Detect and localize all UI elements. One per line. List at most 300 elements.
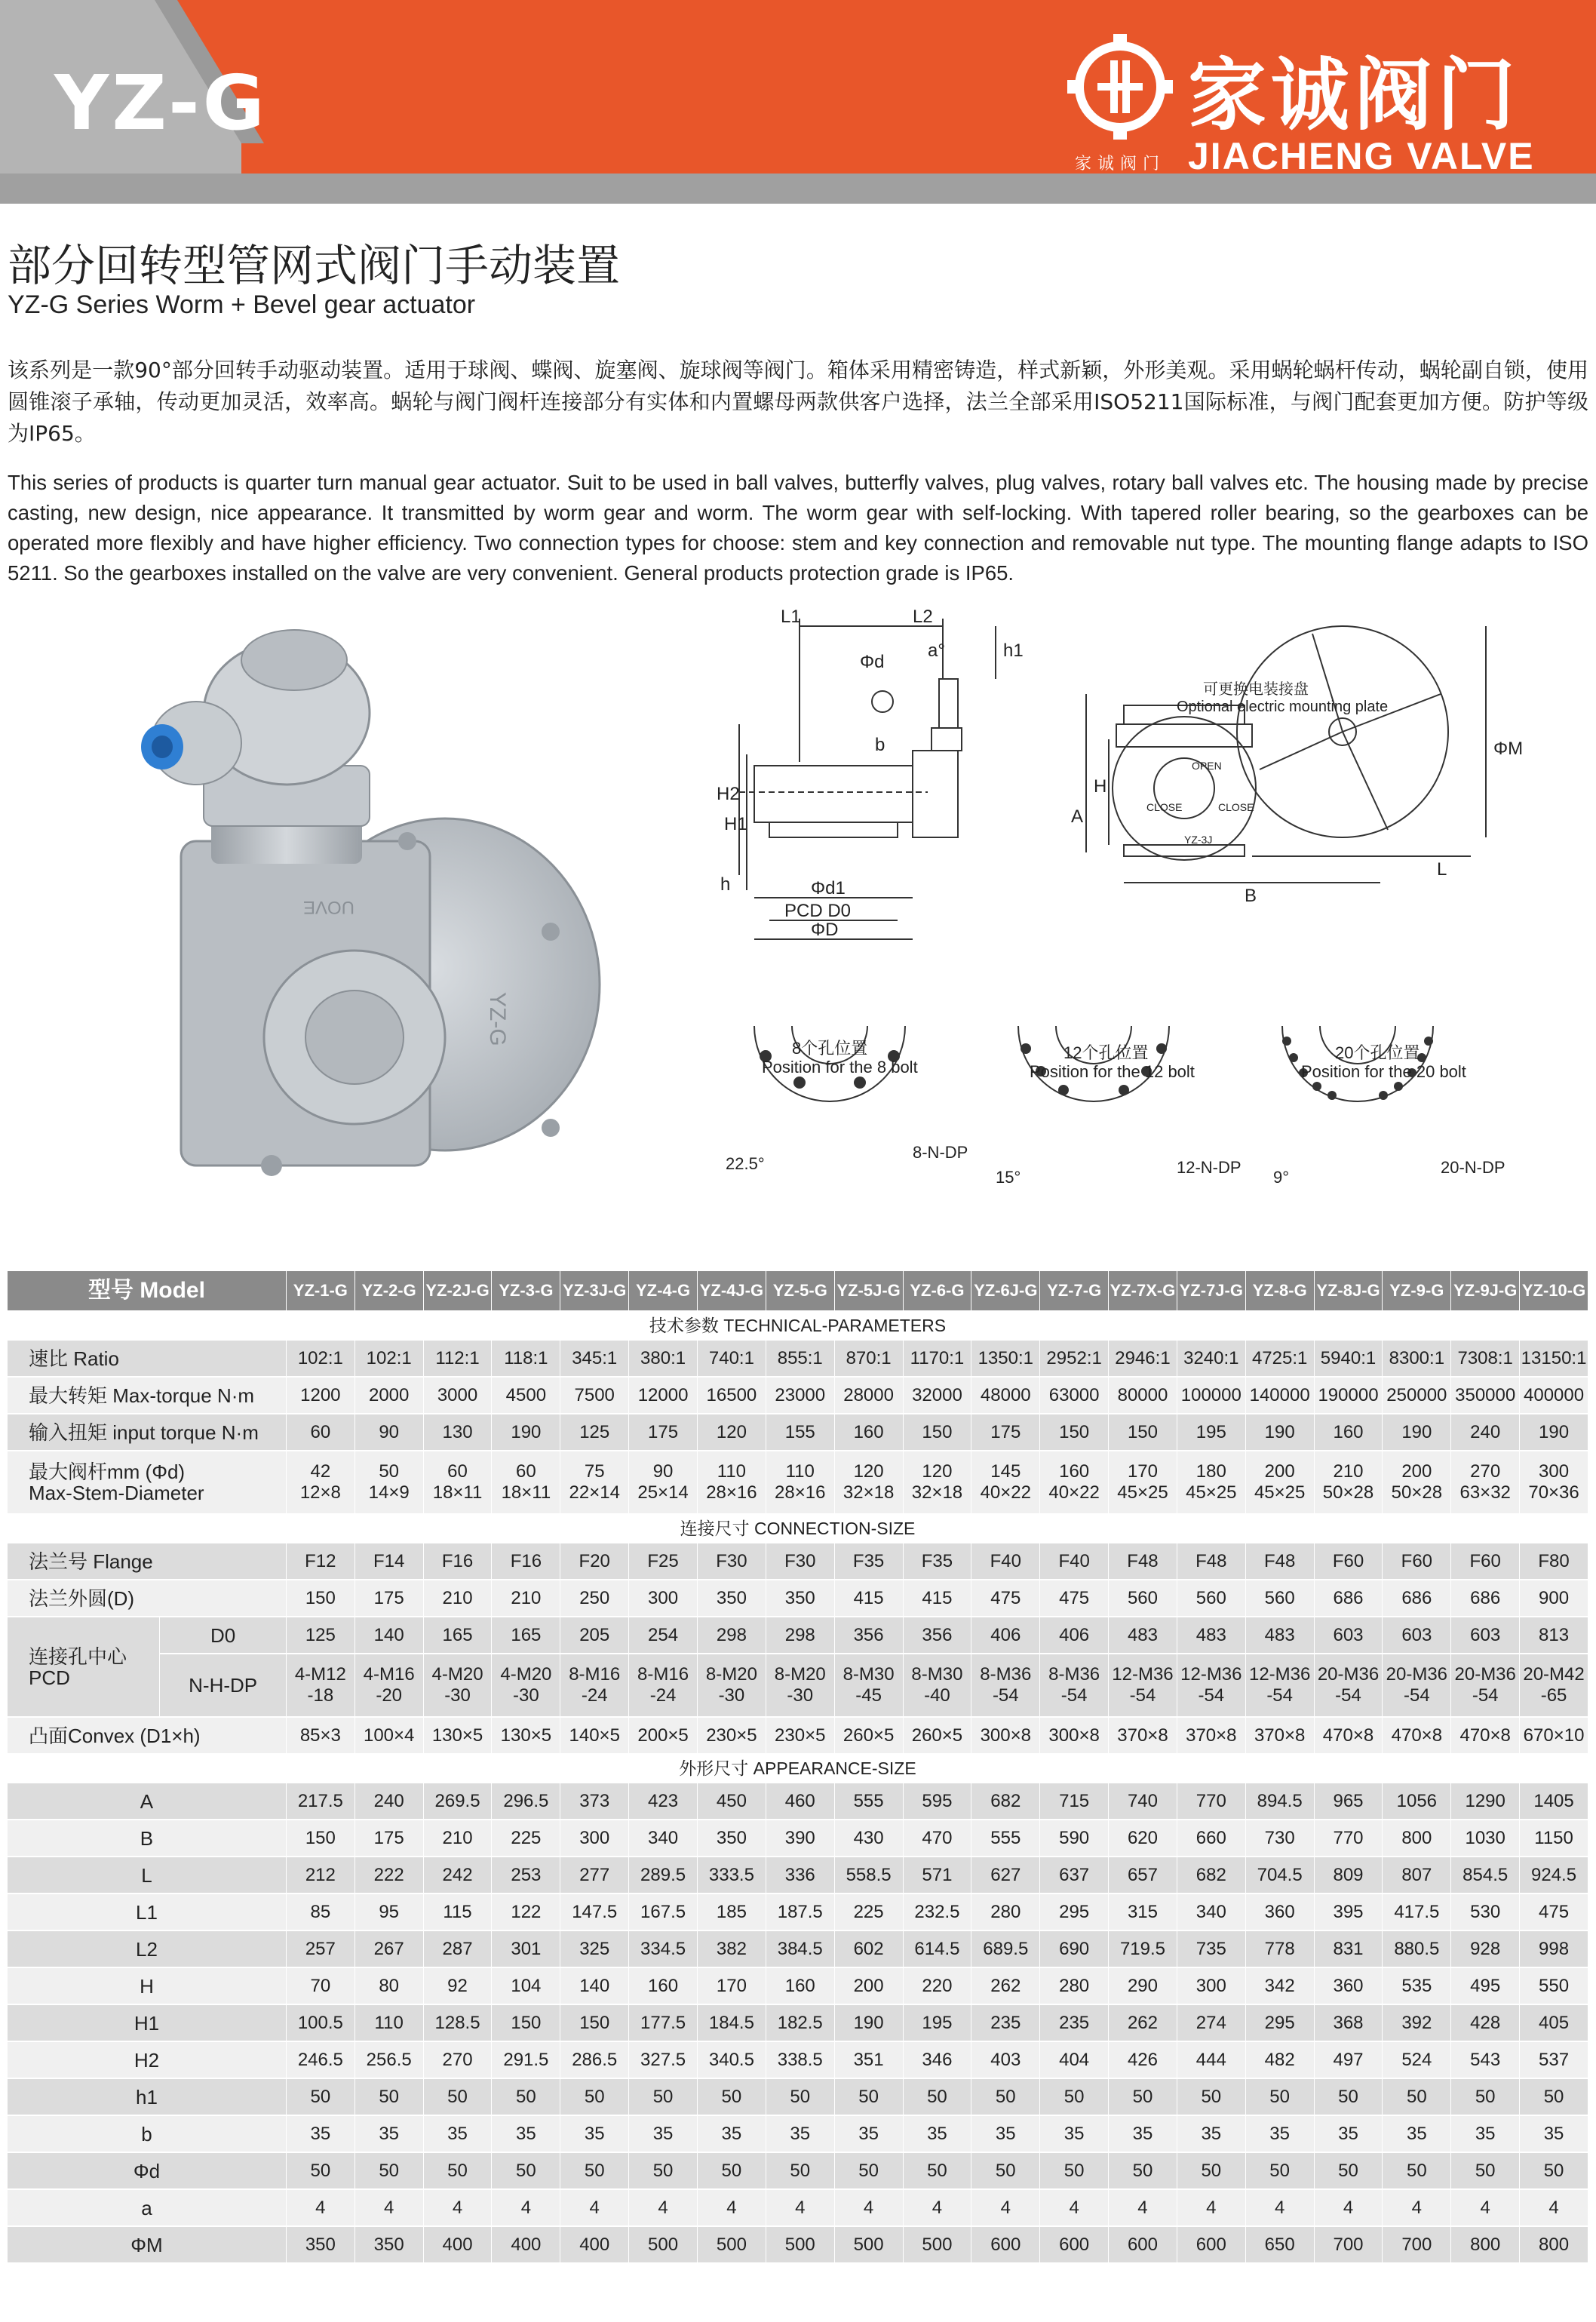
table-cell: 295 (1245, 2004, 1314, 2041)
table-cell: 809 (1314, 1857, 1383, 1894)
bolt-depth: -65 (1540, 1685, 1567, 1706)
bolt12-spec: 12-N-DP (1177, 1158, 1242, 1177)
dim-H2: H2 (717, 784, 740, 804)
table-cell: 800 (1383, 1820, 1451, 1857)
table-cell: 340.5 (697, 2041, 766, 2078)
stem-key: 14×9 (368, 1482, 410, 1503)
stem-diameter: 160 (1059, 1461, 1090, 1482)
table-cell: 524 (1383, 2041, 1451, 2078)
bolt-spec: 20-M36 (1386, 1664, 1448, 1685)
stem-diameter: 170 (1127, 1461, 1158, 1482)
bolt20-title-cn: 20个孔位置 (1335, 1043, 1420, 1062)
table-cell: 4 (1245, 2189, 1314, 2226)
table-cell (766, 1654, 834, 1717)
table-cell: 262 (971, 1967, 1040, 2004)
bolt-spec: 20-M36 (1454, 1664, 1516, 1685)
bolt-depth: -30 (444, 1685, 471, 1706)
table-cell: 333.5 (697, 1857, 766, 1894)
table-cell: 854.5 (1451, 1857, 1520, 1894)
table-cell: 63000 (1040, 1377, 1109, 1414)
table-cell: 356 (834, 1617, 903, 1654)
table-cell: 296.5 (492, 1783, 560, 1820)
table-cell: 426 (1109, 2041, 1177, 2078)
table-cell: 300×8 (1040, 1717, 1109, 1754)
table-cell: 50 (903, 2078, 971, 2115)
table-cell: 740 (1109, 1783, 1177, 1820)
table-cell: 351 (834, 2041, 903, 2078)
table-cell (1451, 1654, 1520, 1717)
table-cell (492, 1654, 560, 1717)
table-cell: 428 (1451, 2004, 1520, 2041)
table-cell: 800 (1520, 2226, 1588, 2263)
model-column-header: YZ-8J-G (1314, 1271, 1383, 1311)
table-cell: 50 (492, 2078, 560, 2115)
table-cell: 50 (354, 2152, 423, 2189)
stem-key: 63×32 (1459, 1482, 1511, 1503)
table-cell: 190 (1520, 1414, 1588, 1451)
table-cell: 300 (560, 1820, 629, 1857)
stem-key: 50×28 (1322, 1482, 1374, 1503)
table-cell: 298 (697, 1617, 766, 1654)
bolt-depth: -45 (855, 1685, 882, 1706)
model-column-header: YZ-9-G (1383, 1271, 1451, 1311)
table-cell: 555 (834, 1783, 903, 1820)
bolt-spec: 8-M36 (1048, 1664, 1100, 1685)
table-cell: 50 (492, 2152, 560, 2189)
table-cell: 165 (492, 1617, 560, 1654)
table-cell: 35 (834, 2115, 903, 2152)
table-cell (697, 1654, 766, 1717)
table-cell: F60 (1383, 1543, 1451, 1580)
table-cell: F35 (903, 1543, 971, 1580)
dim-L2: L2 (913, 607, 933, 627)
table-cell: 50 (834, 2152, 903, 2189)
stem-label-cn: 最大阀杆mm (Φd) (29, 1460, 186, 1483)
table-row (8, 2004, 1588, 2041)
dim-phi-d: Φd (860, 652, 885, 672)
table-cell: 475 (1520, 1894, 1588, 1930)
table-cell: 100.5 (286, 2004, 354, 2041)
table-cell: 210 (423, 1820, 492, 1857)
table-cell: 257 (286, 1930, 354, 1967)
table-cell: 254 (629, 1617, 698, 1654)
table-cell: 175 (629, 1414, 698, 1451)
bolt-spec: 4-M20 (431, 1664, 483, 1685)
table-cell: 175 (971, 1414, 1040, 1451)
table-cell: F60 (1451, 1543, 1520, 1580)
table-cell (1520, 1654, 1588, 1717)
table-cell: 35 (1520, 2115, 1588, 2152)
table-row (8, 1820, 1588, 1857)
table-cell: 460 (766, 1783, 834, 1820)
table-cell: 35 (1040, 2115, 1109, 2152)
table-cell: 1150 (1520, 1820, 1588, 1857)
table-cell: 118:1 (492, 1340, 560, 1377)
table-cell: F48 (1177, 1543, 1245, 1580)
table-cell: 880.5 (1383, 1930, 1451, 1967)
table-cell (1040, 1654, 1109, 1717)
table-cell: 28000 (834, 1377, 903, 1414)
table-cell: 1290 (1451, 1783, 1520, 1820)
table-cell: 35 (1177, 2115, 1245, 2152)
row-label: H (8, 1967, 286, 2004)
table-cell: 4 (560, 2189, 629, 2226)
table-cell: 603 (1314, 1617, 1383, 1654)
bolt12-title-en: Position for the 12 bolt (1030, 1062, 1195, 1081)
table-cell: 50 (1109, 2152, 1177, 2189)
table-cell: 560 (1109, 1580, 1177, 1617)
stem-diameter: 200 (1264, 1461, 1295, 1482)
table-cell: 80000 (1109, 1377, 1177, 1414)
bolt20-angle: 9° (1273, 1168, 1290, 1184)
table-cell: 4725:1 (1245, 1340, 1314, 1377)
table-cell: 4 (1383, 2189, 1451, 2226)
brand-name-en: JIACHENG VALVE (1188, 135, 1535, 177)
table-cell: 232.5 (903, 1894, 971, 1930)
table-cell: 300 (629, 1580, 698, 1617)
pcd-label-en: PCD (29, 1666, 70, 1689)
table-cell: F16 (492, 1543, 560, 1580)
table-cell: 334.5 (629, 1930, 698, 1967)
table-cell: 924.5 (1520, 1857, 1588, 1894)
bolt-spec: 8-M30 (911, 1664, 963, 1685)
model-column-header: YZ-5J-G (834, 1271, 903, 1311)
table-cell: 350 (766, 1580, 834, 1617)
table-cell: F25 (629, 1543, 698, 1580)
table-cell: 235 (971, 2004, 1040, 2041)
table-cell: 855:1 (766, 1340, 834, 1377)
table-cell: 165 (423, 1617, 492, 1654)
table-cell: 614.5 (903, 1930, 971, 1967)
table-cell: 50 (1109, 2078, 1177, 2115)
row-label: Φd (8, 2152, 286, 2189)
stem-key: 50×28 (1391, 1482, 1443, 1503)
table-cell: 50 (286, 2152, 354, 2189)
model-column-header: YZ-4-G (629, 1271, 698, 1311)
table-cell: 95 (354, 1894, 423, 1930)
table-cell: 260×5 (903, 1717, 971, 1754)
table-cell: 301 (492, 1930, 560, 1967)
table-cell: 595 (903, 1783, 971, 1820)
table-cell: 50 (354, 2078, 423, 2115)
table-cell: 537 (1520, 2041, 1588, 2078)
dim-pcd-d0: PCD D0 (784, 901, 852, 921)
product-top-mark: UOVE (302, 897, 354, 917)
table-cell: 104 (492, 1967, 560, 2004)
table-cell: 715 (1040, 1783, 1109, 1820)
table-cell: F12 (286, 1543, 354, 1580)
table-cell: 102:1 (286, 1340, 354, 1377)
table-cell: 125 (560, 1414, 629, 1451)
table-row (8, 1451, 1588, 1514)
table-cell: 100000 (1177, 1377, 1245, 1414)
table-cell: 85×3 (286, 1717, 354, 1754)
table-cell: 1405 (1520, 1783, 1588, 1820)
table-cell: 150 (1109, 1414, 1177, 1451)
table-cell: F40 (971, 1543, 1040, 1580)
table-row (8, 2078, 1588, 2115)
stem-diameter: 180 (1195, 1461, 1226, 1482)
stem-diameter: 200 (1401, 1461, 1432, 1482)
table-cell: 346 (903, 2041, 971, 2078)
table-cell: 50 (1314, 2078, 1383, 2115)
table-cell: 50 (560, 2152, 629, 2189)
table-row (8, 1580, 1588, 1617)
bolt-depth: -24 (649, 1685, 677, 1706)
model-column-header: YZ-3J-G (560, 1271, 629, 1311)
table-cell: 400000 (1520, 1377, 1588, 1414)
dim-h: h (720, 874, 731, 895)
stem-diameter: 210 (1333, 1461, 1364, 1482)
stem-key: 45×25 (1186, 1482, 1237, 1503)
table-cell: 253 (492, 1857, 560, 1894)
table-cell: 85 (286, 1894, 354, 1930)
table-cell: 497 (1314, 2041, 1383, 2078)
table-cell: 102:1 (354, 1340, 423, 1377)
table-cell: 300 (1177, 1967, 1245, 2004)
table-cell: 682 (971, 1783, 1040, 1820)
row-label: L1 (8, 1894, 286, 1930)
table-cell (1314, 1654, 1383, 1717)
stem-diameter: 60 (447, 1461, 468, 1482)
bolt8-spec: 8-N-DP (913, 1143, 968, 1162)
table-cell: 246.5 (286, 2041, 354, 2078)
dial-close-right: CLOSE (1218, 801, 1254, 813)
product-photo (128, 615, 618, 1188)
table-cell: 35 (286, 2115, 354, 2152)
page-title-cn: 部分回转型管网式阀门手动装置 (8, 240, 621, 291)
description-en: This series of products is quarter turn manual gear actuator. Suit to be used in ball valves, butterfly valves, plug valves, rotary ball valves etc. The housing made by precise casting, new design, nice appearance. It transmitted by worm gear and worm. The worm gear with self-locking. With tapered roller bearing, so the gearboxes can be operated more flexibly and have higher efficiency. Two connection types for choose: stem and key connection and removable nut type. The mounting flange adapts to ISO 5211. So the gearboxes installed on the valve are very convenient. General products protection grade is IP65. (8, 471, 1588, 585)
table-cell: 220 (903, 1967, 971, 2004)
table-cell: 7500 (560, 1377, 629, 1414)
table-cell: 338.5 (766, 2041, 834, 2078)
table-cell: 395 (1314, 1894, 1383, 1930)
model-column-header: YZ-7X-G (1109, 1271, 1177, 1311)
table-cell: 382 (697, 1930, 766, 1967)
table-cell: 80 (354, 1967, 423, 2004)
bolt-depth: -54 (1335, 1685, 1361, 1706)
table-cell: 417.5 (1383, 1894, 1451, 1930)
bolt12-title-cn: 12个孔位置 (1063, 1043, 1149, 1062)
table-cell: 92 (423, 1967, 492, 2004)
table-cell: 35 (1383, 2115, 1451, 2152)
table-cell: F16 (423, 1543, 492, 1580)
table-cell: 700 (1314, 2226, 1383, 2263)
table-cell: 470×8 (1314, 1717, 1383, 1754)
table-cell: 256.5 (354, 2041, 423, 2078)
table-row (8, 1340, 1588, 1377)
table-cell: 250000 (1383, 1377, 1451, 1414)
table-row (8, 1717, 1588, 1754)
dim-L: L (1437, 859, 1447, 880)
table-cell: 225 (492, 1820, 560, 1857)
table-cell: 175 (354, 1820, 423, 1857)
table-cell: 590 (1040, 1820, 1109, 1857)
table-cell: 150 (286, 1580, 354, 1617)
table-row (8, 1654, 1588, 1717)
table-cell: 3000 (423, 1377, 492, 1414)
table-cell: 390 (766, 1820, 834, 1857)
table-cell: 682 (1177, 1857, 1245, 1894)
stem-diameter: 120 (922, 1461, 953, 1482)
table-cell: 7308:1 (1451, 1340, 1520, 1377)
table-cell: 602 (834, 1930, 903, 1967)
table-cell: 450 (697, 1783, 766, 1820)
table-cell: 48000 (971, 1377, 1040, 1414)
table-cell: 175 (354, 1580, 423, 1617)
table-cell: 4 (1451, 2189, 1520, 2226)
table-cell: 50 (903, 2152, 971, 2189)
row-label: a (8, 2189, 286, 2226)
table-cell: 380:1 (629, 1340, 698, 1377)
bolt-spec: 12-M36 (1112, 1664, 1174, 1685)
table-cell: 600 (1109, 2226, 1177, 2263)
table-cell: 50 (1451, 2078, 1520, 2115)
table-cell: 894.5 (1245, 1783, 1314, 1820)
stem-key: 25×14 (637, 1482, 689, 1503)
table-cell: 500 (697, 2226, 766, 2263)
table-cell: 140000 (1245, 1377, 1314, 1414)
pcd-label-cn: 连接孔中心 (29, 1645, 127, 1668)
header-banner (0, 0, 1596, 204)
table-cell: 444 (1177, 2041, 1245, 2078)
table-row (8, 1514, 1588, 1543)
bolt-depth: -54 (1404, 1685, 1430, 1706)
table-cell: 686 (1383, 1580, 1451, 1617)
table-cell: 719.5 (1109, 1930, 1177, 1967)
table-cell: 400 (560, 2226, 629, 2263)
table-cell: 495 (1451, 1967, 1520, 2004)
bolt20-spec: 20-N-DP (1441, 1158, 1505, 1177)
table-cell: 50 (1520, 2078, 1588, 2115)
table-cell: 35 (423, 2115, 492, 2152)
bolt-spec: 8-M20 (774, 1664, 826, 1685)
table-cell: 603 (1451, 1617, 1520, 1654)
table-cell: 482 (1245, 2041, 1314, 2078)
model-column-header: YZ-1-G (286, 1271, 354, 1311)
table-cell (1177, 1451, 1245, 1514)
table-cell: 35 (766, 2115, 834, 2152)
table-row (8, 1271, 1588, 1311)
table-cell: 150 (286, 1820, 354, 1857)
table-cell: 1170:1 (903, 1340, 971, 1377)
table-cell: F20 (560, 1543, 629, 1580)
table-cell (834, 1451, 903, 1514)
table-cell: 50 (697, 2152, 766, 2189)
table-cell: 195 (903, 2004, 971, 2041)
table-cell: 670×10 (1520, 1717, 1588, 1754)
table-cell: 230×5 (766, 1717, 834, 1754)
row-label: H2 (8, 2041, 286, 2078)
table-cell: 210 (492, 1580, 560, 1617)
table-cell: 813 (1520, 1617, 1588, 1654)
stem-diameter: 60 (516, 1461, 536, 1482)
table-cell: 125 (286, 1617, 354, 1654)
table-cell: 122 (492, 1894, 560, 1930)
table-cell: 200 (834, 1967, 903, 2004)
bolt-depth: -40 (924, 1685, 950, 1706)
table-cell: 147.5 (560, 1894, 629, 1930)
table-cell: 406 (1040, 1617, 1109, 1654)
table-cell: 370×8 (1245, 1717, 1314, 1754)
table-cell: 300×8 (971, 1717, 1040, 1754)
table-cell: 50 (697, 2078, 766, 2115)
table-cell: F30 (766, 1543, 834, 1580)
table-cell: 475 (1040, 1580, 1109, 1617)
table-cell: 360 (1314, 1967, 1383, 2004)
bolt-spec: 8-M16 (637, 1664, 689, 1685)
table-cell: 50 (1451, 2152, 1520, 2189)
table-cell: 190 (1245, 1414, 1314, 1451)
table-cell: 500 (834, 2226, 903, 2263)
section-title: 技术参数 TECHNICAL-PARAMETERS (8, 1311, 1588, 1340)
row-label: 法兰号 Flange (8, 1543, 286, 1580)
table-cell: 530 (1451, 1894, 1520, 1930)
table-cell: 12000 (629, 1377, 698, 1414)
table-cell: 831 (1314, 1930, 1383, 1967)
bolt-depth: -20 (376, 1685, 403, 1706)
table-cell (1245, 1451, 1314, 1514)
table-cell: 998 (1520, 1930, 1588, 1967)
table-cell: 400 (423, 2226, 492, 2263)
table-cell: 4 (766, 2189, 834, 2226)
stem-diameter: 110 (717, 1461, 747, 1482)
stem-key: 18×11 (501, 1482, 551, 1503)
table-cell: 260×5 (834, 1717, 903, 1754)
table-cell: 217.5 (286, 1783, 354, 1820)
table-row (8, 1377, 1588, 1414)
table-cell: 130 (423, 1414, 492, 1451)
plate-model: YZ-3J (1184, 834, 1213, 846)
brand-name-small: 家诚阀门 (1075, 155, 1166, 174)
table-cell: 356 (903, 1617, 971, 1654)
stem-key: 32×18 (843, 1482, 895, 1503)
table-cell: 370×8 (1177, 1717, 1245, 1754)
table-cell (629, 1654, 698, 1717)
stem-key: 12×8 (299, 1482, 341, 1503)
table-cell (1451, 1451, 1520, 1514)
table-cell: 470×8 (1451, 1717, 1520, 1754)
table-cell: 4 (1109, 2189, 1177, 2226)
table-cell: 500 (903, 2226, 971, 2263)
bolt-depth: -54 (1129, 1685, 1156, 1706)
table-cell: 740:1 (697, 1340, 766, 1377)
dim-B: B (1245, 886, 1257, 906)
table-row (8, 1617, 1588, 1654)
table-cell: 100×4 (354, 1717, 423, 1754)
row-label: 最大转矩 Max-torque N·m (8, 1377, 286, 1414)
dial-open: OPEN (1192, 760, 1222, 772)
table-cell: 430 (834, 1820, 903, 1857)
table-cell: 160 (1314, 1414, 1383, 1451)
stem-diameter: 75 (584, 1461, 605, 1482)
table-cell: 35 (1109, 2115, 1177, 2152)
table-cell: 170 (697, 1967, 766, 2004)
table-cell: 778 (1245, 1930, 1314, 1967)
bolt-depth: -30 (513, 1685, 539, 1706)
model-column-header: YZ-9J-G (1451, 1271, 1520, 1311)
table-cell: 160 (834, 1414, 903, 1451)
row-label: ΦM (8, 2226, 286, 2263)
model-column-header: YZ-7-G (1040, 1271, 1109, 1311)
table-cell: 35 (697, 2115, 766, 2152)
table-cell: 190 (492, 1414, 560, 1451)
table-cell: 4 (971, 2189, 1040, 2226)
stem-key: 28×16 (775, 1482, 826, 1503)
dim-A: A (1071, 806, 1084, 827)
table-cell (1383, 1451, 1451, 1514)
table-cell (286, 1451, 354, 1514)
